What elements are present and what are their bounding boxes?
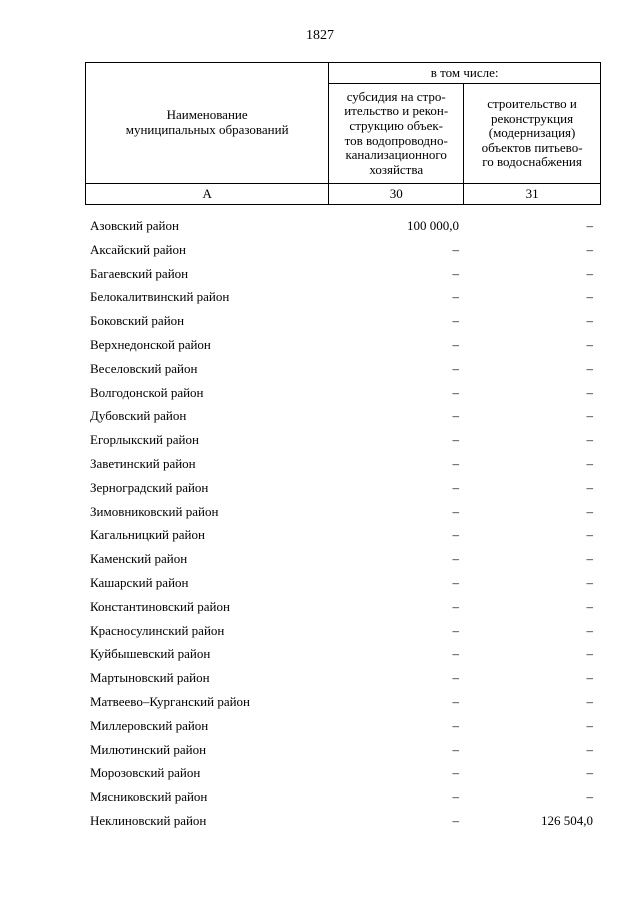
value-col-30: – — [452, 646, 459, 662]
municipality-name: Константиновский район — [90, 598, 230, 614]
municipality-name: Зерноградский район — [90, 479, 209, 495]
value-col-30: – — [452, 503, 459, 519]
table-row — [90, 452, 598, 476]
value-col-31: 126 504,0 — [541, 812, 593, 828]
municipality-name: Аксайский район — [90, 241, 186, 257]
value-col-30: – — [452, 384, 459, 400]
value-col-30: – — [452, 289, 459, 305]
value-col-31: – — [586, 336, 593, 352]
table-row — [90, 500, 598, 524]
table-row — [90, 285, 598, 309]
value-col-30: – — [452, 360, 459, 376]
column-index-30: 30 — [329, 184, 464, 205]
value-col-30: – — [452, 241, 459, 257]
municipality-name: Кагальницкий район — [90, 527, 205, 543]
table-row — [90, 738, 598, 762]
table-row — [90, 262, 598, 286]
table-body — [90, 214, 598, 833]
municipality-name: Кашарский район — [90, 574, 189, 590]
value-col-31: – — [586, 574, 593, 590]
table-row — [90, 357, 598, 381]
value-col-30: – — [452, 693, 459, 709]
municipality-name: Неклиновский район — [90, 812, 207, 828]
municipality-name: Дубовский район — [90, 408, 187, 424]
table-row — [90, 476, 598, 500]
value-col-30: – — [452, 432, 459, 448]
municipality-name: Зимовниковский район — [90, 503, 219, 519]
value-col-31: – — [586, 551, 593, 567]
value-col-30: – — [452, 551, 459, 567]
municipality-name: Матвеево–Курганский район — [90, 693, 251, 709]
value-col-30: – — [452, 479, 459, 495]
table-row — [90, 571, 598, 595]
value-col-31: – — [586, 289, 593, 305]
value-col-30: – — [452, 574, 459, 590]
value-col-31: – — [586, 503, 593, 519]
value-col-31: – — [586, 313, 593, 329]
value-col-30: – — [452, 598, 459, 614]
municipality-name: Веселовский район — [90, 360, 198, 376]
value-col-31: – — [586, 218, 593, 233]
municipality-name: Боковский район — [90, 313, 185, 329]
municipality-name: Азовский район — [90, 218, 179, 233]
value-col-30: – — [452, 765, 459, 781]
municipality-name: Милютинский район — [90, 741, 207, 757]
municipality-name: Белокалитвинский район — [90, 289, 230, 305]
municipality-name: Заветинский район — [90, 455, 196, 471]
value-col-31: – — [586, 455, 593, 471]
municipality-name: Куйбышевский район — [90, 646, 211, 662]
table-header — [85, 62, 601, 205]
value-col-30: – — [452, 670, 459, 686]
column-index-31: 31 — [464, 184, 601, 205]
value-col-31: – — [586, 765, 593, 781]
municipality-name: Волгодонской район — [90, 384, 204, 400]
municipality-name: Егорлыкский район — [90, 432, 199, 448]
table-row — [90, 595, 598, 619]
value-col-30: – — [452, 313, 459, 329]
value-col-31: – — [586, 717, 593, 733]
value-col-31: – — [586, 265, 593, 281]
table-row — [90, 690, 598, 714]
column-header-31: строительство и реконструкция (модернизация) объектов питьево- го водоснабжения — [464, 84, 601, 184]
value-col-31: – — [586, 598, 593, 614]
table-row — [90, 714, 598, 738]
value-col-31: – — [586, 646, 593, 662]
value-col-31: – — [586, 432, 593, 448]
table-row — [90, 381, 598, 405]
value-col-31: – — [586, 360, 593, 376]
municipality-name: Верхнедонской район — [90, 336, 211, 352]
column-index-a: А — [86, 184, 329, 205]
column-header-name: Наименование муниципальных образований — [86, 63, 329, 184]
table-row — [90, 619, 598, 643]
value-col-31: – — [586, 527, 593, 543]
value-col-30: – — [452, 408, 459, 424]
value-col-30: – — [452, 265, 459, 281]
table-row — [90, 333, 598, 357]
table-row — [90, 523, 598, 547]
value-col-30: – — [452, 789, 459, 805]
value-col-30: – — [452, 455, 459, 471]
table-row — [90, 761, 598, 785]
value-col-31: – — [586, 408, 593, 424]
table-row — [90, 666, 598, 690]
value-col-31: – — [586, 789, 593, 805]
value-col-31: – — [586, 622, 593, 638]
table-row — [90, 428, 598, 452]
value-col-31: – — [586, 670, 593, 686]
page-number: 1827 — [306, 28, 334, 43]
municipality-name: Мартыновский район — [90, 670, 210, 686]
value-col-31: – — [586, 741, 593, 757]
value-col-30: – — [452, 717, 459, 733]
municipality-name: Морозовский район — [90, 765, 201, 781]
value-col-30: – — [452, 741, 459, 757]
table-row — [90, 547, 598, 571]
municipality-name: Красносулинский район — [90, 622, 225, 638]
value-col-31: – — [586, 241, 593, 257]
table-row — [90, 214, 598, 238]
table-row — [90, 809, 598, 833]
value-col-30: – — [452, 527, 459, 543]
column-header-30: субсидия на стро- ительство и рекон- струкцию объек- тов водопроводно- канализационного хозяйства — [329, 84, 464, 184]
municipality-name: Каменский район — [90, 551, 188, 567]
table-row — [90, 785, 598, 809]
table-row — [90, 642, 598, 666]
municipality-name: Багаевский район — [90, 265, 189, 281]
municipality-name: Миллеровский район — [90, 717, 209, 733]
column-group-header-including: в том числе: — [329, 63, 601, 84]
value-col-31: – — [586, 479, 593, 495]
table-row — [90, 404, 598, 428]
table-row — [90, 309, 598, 333]
table-row — [90, 238, 598, 262]
municipality-name: Мясниковский район — [90, 789, 208, 805]
value-col-30: – — [452, 812, 459, 828]
value-col-30: – — [452, 336, 459, 352]
value-col-30: 100 000,0 — [407, 218, 459, 233]
value-col-31: – — [586, 384, 593, 400]
value-col-30: – — [452, 622, 459, 638]
value-col-31: – — [586, 693, 593, 709]
